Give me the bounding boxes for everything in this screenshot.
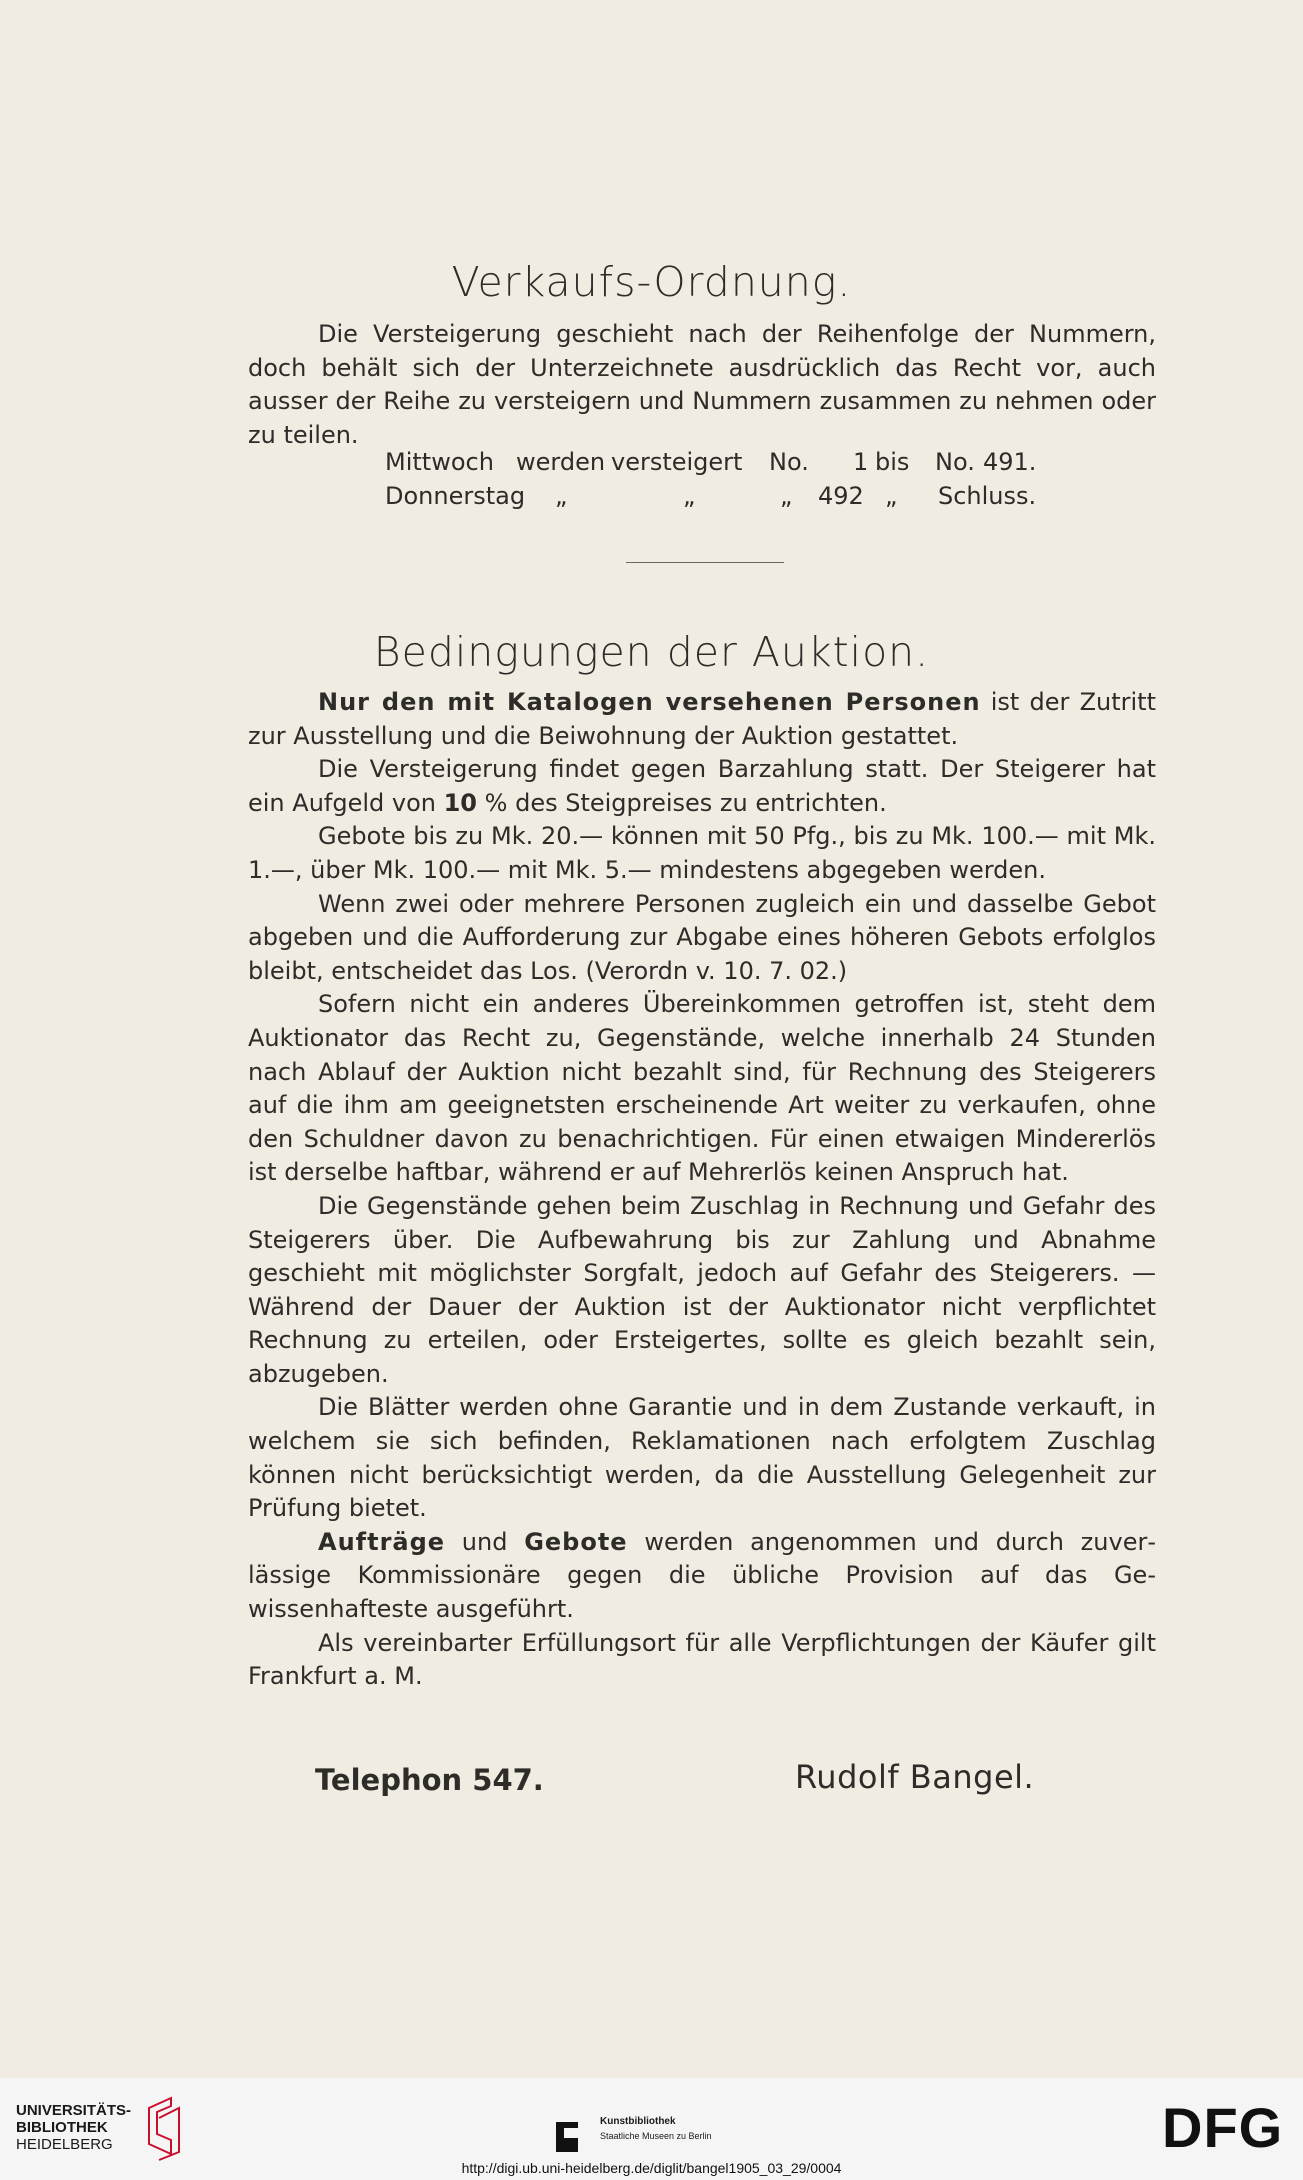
paragraph-jurisdiction: Als vereinbarter Erfüllungsort für alle Verpflichtungen der Käufer gilt Frankfurt a. M. [248, 1628, 1156, 1691]
admission-rest: ist der Zutritt zur Ausstellung und die Beiwohnung der Auktion gestattet. [248, 688, 1156, 750]
orders-bold-2: Gebote [524, 1527, 628, 1556]
ub-emblem-icon [145, 2094, 187, 2164]
paragraph-nonpayment: Sofern nicht ein anderes Übereinkommen getroffen ist, steht dem Auktionator das Recht zu, Gegenstände, welche innerhalb 24 Stunden nach Ablauf der Auktion nicht bezahlt sind, für Rechnung des Steigerers auf die ihm am geeignetsten erscheinende Art weiter zu verkaufen, ohne den Schuldner davon zu benachrichtigen. Für einen etwaigen Mindererlös ist derselbe haftbar, während er auf Mehrerlös keinen Anspruch hat. [248, 990, 1156, 1187]
payment-a: Die Versteigerung findet gegen Barzahlung statt. Der Steigerer hat ein Aufgeld von [248, 755, 1156, 817]
paragraph-risk: Die Gegenstände gehen beim Zuschlag in Rechnung und Gefahr des Steigerers über. Die Aufbewahrung bis zur Zahlung und Abnahme geschieht mit möglichster Sorgfalt, jedoch auf Gefahr des Steigerers. — Während der Dauer der Auktion ist der Auktionator nicht verpflichtet Rechnung zu erteilen, oder Ersteigertes, sollte es gleich bezahlt sein, abzugeben. [248, 1191, 1156, 1388]
ub-logo-line: BIBLIOTHEK [16, 2119, 108, 2136]
schedule-ditto: „ [555, 481, 568, 510]
schedule-bis: bis [875, 448, 910, 476]
ub-logo-line: UNIVERSITÄTS- [16, 2102, 132, 2119]
bedingungen-title: Bedingungen der Auktion. [373, 628, 930, 676]
paragraph-guarantee: Die Blätter werden ohne Garantie und in dem Zustande verkauft, in welchem sie sich befinden, Reklamationen nach erfolgtem Zuschlag können nicht berücksichtigt werden, da die Ausstellung Gelegenheit zur Prüfung bietet. [248, 1393, 1156, 1523]
schedule-day: Mittwoch [385, 448, 494, 476]
paragraph-bids: Gebote bis zu Mk. 20.— können mit 50 Pfg., bis zu Mk. 100.— mit Mk. 1.—, über Mk. 100.— mit Mk. 5.— mindestens abgegeben werden. [248, 822, 1156, 884]
schedule-verb: werden [516, 448, 606, 476]
dfg-logo[interactable]: DFG [1162, 2096, 1284, 2159]
schedule-no2: No. [935, 448, 975, 476]
paragraph-ties: Wenn zwei oder mehrere Personen zugleich ein und dasselbe Gebot abgeben und die Aufforderung zur Abgabe eines höheren Gebots erfolglos bleibt, entscheidet das Los. (Verordn v. 10. 7. 02.) [248, 889, 1156, 985]
ub-heidelberg-logo[interactable] [16, 2102, 131, 2153]
verkaufs-ordnung-text [248, 318, 1156, 452]
paragraph-admission [248, 686, 1156, 753]
bedingungen-text [248, 686, 1156, 1694]
schedule-ditto: „ [683, 481, 696, 510]
telephone-number: Telephon 547. [315, 1763, 544, 1797]
schedule-ditto: „ [885, 481, 898, 510]
permalink-url[interactable]: http://digi.ub.uni-heidelberg.de/diglit/bangel1905_03_29/0004 [461, 2160, 842, 2176]
paragraph-payment [248, 753, 1156, 820]
schedule-to: 491. [983, 448, 1037, 476]
orders-rest: werden angenommen und durch zuverlässige Kommissionäre gegen die übliche Provision auf das Gewissenhafteste ausgeführt. [248, 1527, 1157, 1624]
kb-subtitle: Staatliche Museen zu Berlin [600, 2131, 712, 2141]
admission-bold: Nur den mit Katalogen versehenen Personen [318, 688, 981, 716]
section-divider [626, 562, 784, 563]
ub-logo-line: HEIDELBERG [16, 2136, 113, 2153]
schedule-ditto: „ [780, 481, 793, 510]
schedule-day: Donnerstag [385, 481, 526, 510]
payment-percent: 10 [443, 788, 478, 817]
signature-name: Rudolf Bangel. [795, 1758, 1035, 1796]
payment-b: % des Steigpreises zu entrichten. [477, 788, 887, 817]
verkaufs-ordnung-title: Verkaufs-Ordnung. [451, 258, 852, 306]
kunstbibliothek-logo-icon [556, 2122, 578, 2152]
schedule-to: Schluss. [938, 481, 1037, 510]
kb-name: Kunstbibliothek [600, 2116, 676, 2127]
paragraph-orders [248, 1526, 1156, 1627]
schedule-from: 1 [853, 448, 869, 476]
kunstbibliothek-logo[interactable] [600, 2115, 712, 2143]
orders-bold-1: Aufträge [318, 1527, 446, 1556]
verkaufs-paragraph: Die Versteigerung geschieht nach der Reihenfolge der Nummern, doch behält sich der Unterzeichnete ausdrücklich das Recht vor, auch ausser der Reihe zu versteigern und Nummern zusammen zu nehmen oder zu teilen. [248, 320, 1156, 449]
orders-mid: und [445, 1527, 525, 1556]
schedule-action: versteigert [611, 448, 743, 476]
schedule-from: 492 [818, 481, 864, 510]
schedule-no: No. [769, 448, 809, 476]
